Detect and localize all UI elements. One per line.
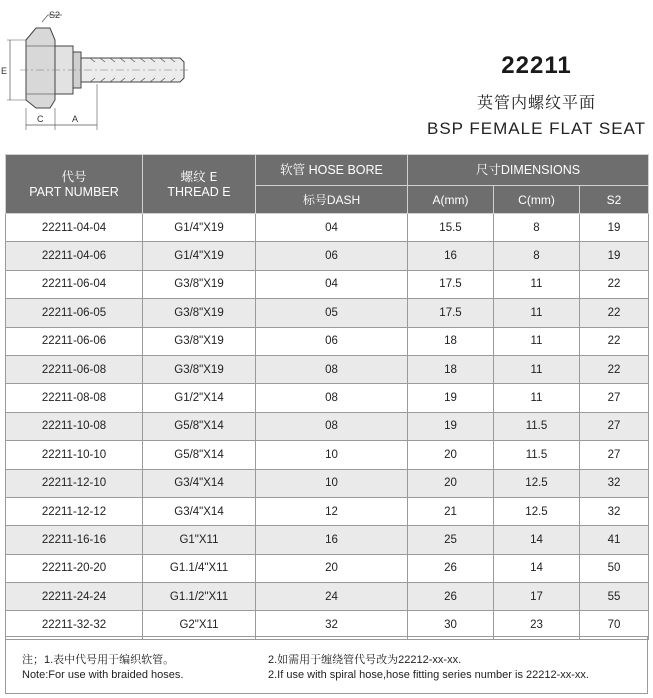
header-s2: S2 <box>580 186 649 214</box>
s2-cell: 19 <box>580 214 649 242</box>
notes-box <box>5 636 648 694</box>
s2-cell: 22 <box>580 299 649 327</box>
part-number-cell: 22211-06-08 <box>6 355 143 383</box>
c-mm-cell: 11 <box>494 270 580 298</box>
dash-cell: 20 <box>256 554 408 582</box>
part-number-cell: 22211-08-08 <box>6 384 143 412</box>
a-mm-cell: 20 <box>408 441 494 469</box>
thread-cell: G1/4"X19 <box>143 242 256 270</box>
dash-cell: 05 <box>256 299 408 327</box>
s2-cell: 27 <box>580 412 649 440</box>
thread-cell: G1.1/4"X11 <box>143 554 256 582</box>
c-mm-cell: 11.5 <box>494 441 580 469</box>
part-number-cell: 22211-24-24 <box>6 583 143 611</box>
a-mm-cell: 19 <box>408 412 494 440</box>
dash-cell: 04 <box>256 214 408 242</box>
a-mm-cell: 20 <box>408 469 494 497</box>
s2-cell: 27 <box>580 384 649 412</box>
a-mm-cell: 18 <box>408 355 494 383</box>
thread-cell: G3/4"X14 <box>143 469 256 497</box>
title-block <box>420 52 653 139</box>
a-mm-cell: 26 <box>408 554 494 582</box>
spec-table <box>5 154 649 640</box>
thread-cell: G3/8"X19 <box>143 355 256 383</box>
thread-cell: G2"X11 <box>143 611 256 639</box>
title-chinese: 英管内螺纹平面 <box>476 93 596 112</box>
a-mm-cell: 16 <box>408 242 494 270</box>
s2-cell: 22 <box>580 270 649 298</box>
note-2-cn: 2.如需用于缠绕管代号改为22212-xx-xx. <box>268 654 462 666</box>
c-label: C <box>37 114 44 124</box>
part-number-cell: 22211-16-16 <box>6 526 143 554</box>
thread-cell: G3/4"X14 <box>143 497 256 525</box>
a-mm-cell: 21 <box>408 497 494 525</box>
c-mm-cell: 8 <box>494 214 580 242</box>
table-row <box>6 327 649 355</box>
c-mm-cell: 8 <box>494 242 580 270</box>
a-mm-cell: 19 <box>408 384 494 412</box>
s2-label: S2 <box>49 10 61 20</box>
s2-cell: 22 <box>580 355 649 383</box>
table-row <box>6 583 649 611</box>
c-mm-cell: 12.5 <box>494 497 580 525</box>
c-mm-cell: 11 <box>494 355 580 383</box>
table-row <box>6 412 649 440</box>
thread-cell: G3/8"X19 <box>143 299 256 327</box>
dash-cell: 32 <box>256 611 408 639</box>
header-part-number-cn: 代号 <box>61 168 87 184</box>
c-mm-cell: 23 <box>494 611 580 639</box>
note-1 <box>22 653 183 683</box>
thread-cell: G3/8"X19 <box>143 327 256 355</box>
dash-cell: 06 <box>256 242 408 270</box>
table-row <box>6 355 649 383</box>
c-mm-cell: 12.5 <box>494 469 580 497</box>
header-thread-en: THREAD E <box>167 184 231 199</box>
fitting-drawing <box>0 0 200 145</box>
s2-cell: 22 <box>580 327 649 355</box>
table-row <box>6 242 649 270</box>
note-1-en: Note:For use with braided hoses. <box>22 669 184 681</box>
title-english: BSP FEMALE FLAT SEAT <box>426 119 647 138</box>
dash-cell: 08 <box>256 355 408 383</box>
header-thread-cn: 螺纹 E <box>180 168 218 184</box>
s2-cell: 32 <box>580 497 649 525</box>
part-number-cell: 22211-04-06 <box>6 242 143 270</box>
s2-cell: 41 <box>580 526 649 554</box>
table-row <box>6 384 649 412</box>
header-hose-bore: 软管 HOSE BORE <box>256 155 408 186</box>
dash-cell: 08 <box>256 384 408 412</box>
s2-cell: 55 <box>580 583 649 611</box>
table-row <box>6 270 649 298</box>
header-thread <box>143 155 256 214</box>
part-code: 22211 <box>501 52 572 79</box>
thread-cell: G1"X11 <box>143 526 256 554</box>
c-mm-cell: 11.5 <box>494 412 580 440</box>
header-part-number-en: PART NUMBER <box>29 184 119 199</box>
c-mm-cell: 11 <box>494 299 580 327</box>
a-mm-cell: 30 <box>408 611 494 639</box>
header-a-mm: A(mm) <box>408 186 494 214</box>
part-number-cell: 22211-06-05 <box>6 299 143 327</box>
table-row <box>6 497 649 525</box>
thread-cell: G5/8"X14 <box>143 412 256 440</box>
c-mm-cell: 14 <box>494 526 580 554</box>
header-dash: 标号DASH <box>256 186 408 214</box>
table-row <box>6 526 649 554</box>
table-row <box>6 554 649 582</box>
a-mm-cell: 15.5 <box>408 214 494 242</box>
a-label: A <box>72 114 79 124</box>
dash-cell: 24 <box>256 583 408 611</box>
a-mm-cell: 26 <box>408 583 494 611</box>
a-mm-cell: 17.5 <box>408 270 494 298</box>
part-number-cell: 22211-10-10 <box>6 441 143 469</box>
s2-cell: 19 <box>580 242 649 270</box>
note-2 <box>268 653 589 683</box>
dash-cell: 16 <box>256 526 408 554</box>
thread-cell: G3/8"X19 <box>143 270 256 298</box>
part-number-cell: 22211-12-10 <box>6 469 143 497</box>
s2-cell: 70 <box>580 611 649 639</box>
thread-cell: G1/2"X14 <box>143 384 256 412</box>
dash-cell: 10 <box>256 469 408 497</box>
thread-cell: G1/4"X19 <box>143 214 256 242</box>
a-mm-cell: 17.5 <box>408 299 494 327</box>
header-c-mm: C(mm) <box>494 186 580 214</box>
c-mm-cell: 17 <box>494 583 580 611</box>
thread-cell: G5/8"X14 <box>143 441 256 469</box>
part-number-cell: 22211-12-12 <box>6 497 143 525</box>
table-row <box>6 469 649 497</box>
s2-cell: 32 <box>580 469 649 497</box>
part-number-cell: 22211-06-04 <box>6 270 143 298</box>
dash-cell: 12 <box>256 497 408 525</box>
part-number-cell: 22211-10-08 <box>6 412 143 440</box>
part-number-cell: 22211-04-04 <box>6 214 143 242</box>
c-mm-cell: 14 <box>494 554 580 582</box>
thread-cell: G1.1/2"X11 <box>143 583 256 611</box>
dash-cell: 08 <box>256 412 408 440</box>
header-part-number <box>6 155 143 214</box>
part-number-cell: 22211-06-06 <box>6 327 143 355</box>
dash-cell: 04 <box>256 270 408 298</box>
s2-cell: 27 <box>580 441 649 469</box>
a-mm-cell: 18 <box>408 327 494 355</box>
table-row <box>6 299 649 327</box>
header-dimensions: 尺寸DIMENSIONS <box>408 155 649 186</box>
c-mm-cell: 11 <box>494 384 580 412</box>
table-row <box>6 214 649 242</box>
note-1-cn: 注；1.表中代号用于编织软管。 <box>22 654 175 666</box>
c-mm-cell: 11 <box>494 327 580 355</box>
part-number-cell: 22211-32-32 <box>6 611 143 639</box>
dash-cell: 06 <box>256 327 408 355</box>
table-row <box>6 441 649 469</box>
e-label: E <box>1 66 8 76</box>
note-2-en: 2.If use with spiral hose,hose fitting series number is 22212-xx-xx. <box>268 669 589 681</box>
part-number-cell: 22211-20-20 <box>6 554 143 582</box>
s2-cell: 50 <box>580 554 649 582</box>
dash-cell: 10 <box>256 441 408 469</box>
a-mm-cell: 25 <box>408 526 494 554</box>
